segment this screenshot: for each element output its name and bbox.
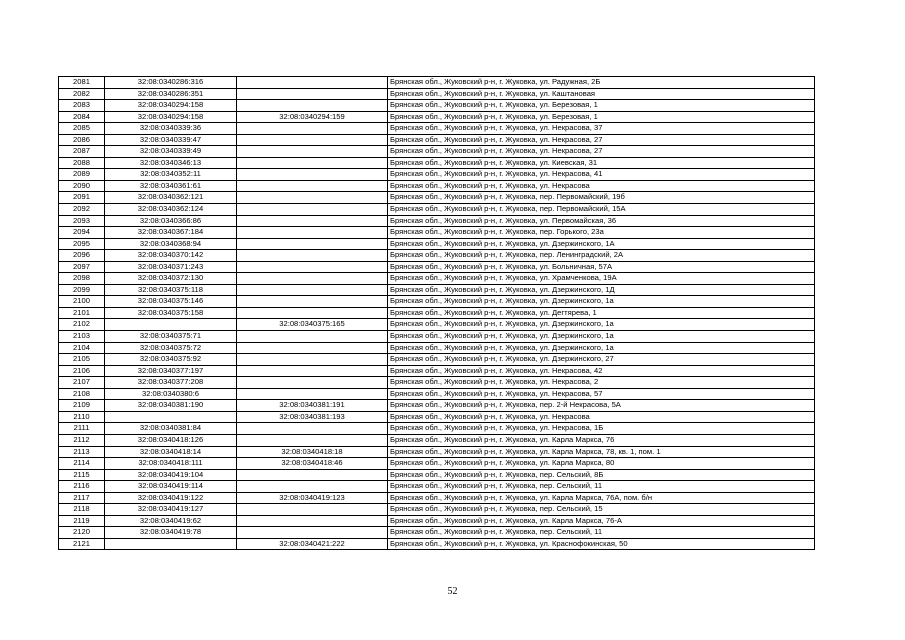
table-row — [59, 261, 815, 273]
row-number-cell: 2107 — [59, 377, 105, 389]
related-cadastral-number-cell — [237, 134, 388, 146]
row-number-cell: 2101 — [59, 307, 105, 319]
row-number-cell: 2098 — [59, 273, 105, 285]
row-number-cell: 2110 — [59, 411, 105, 423]
address-cell: Брянская обл., Жуковский р-н, г. Жуковка, ул. Березовая, 1 — [388, 100, 815, 112]
table-row — [59, 354, 815, 366]
cadastral-number-cell: 32:08:0340366:86 — [105, 215, 237, 227]
table-row — [59, 180, 815, 192]
related-cadastral-number-cell: 32:08:0340418:18 — [237, 446, 388, 458]
cadastral-number-cell: 32:08:0340377:208 — [105, 377, 237, 389]
related-cadastral-number-cell — [237, 296, 388, 308]
cadastral-number-cell: 32:08:0340375:72 — [105, 342, 237, 354]
related-cadastral-number-cell: 32:08:0340418:46 — [237, 458, 388, 470]
related-cadastral-number-cell — [237, 504, 388, 516]
related-cadastral-number-cell — [237, 88, 388, 100]
table-row — [59, 458, 815, 470]
related-cadastral-number-cell: 32:08:0340381:191 — [237, 400, 388, 412]
table-row — [59, 157, 815, 169]
row-number-cell: 2111 — [59, 423, 105, 435]
table-row — [59, 88, 815, 100]
cadastral-number-cell: 32:08:0340419:62 — [105, 515, 237, 527]
address-cell: Брянская обл., Жуковский р-н, г. Жуковка, ул. Радужная, 2Б — [388, 77, 815, 89]
address-cell: Брянская обл., Жуковский р-н, г. Жуковка, ул. Дзержинского, 1а — [388, 296, 815, 308]
table-row — [59, 284, 815, 296]
address-cell: Брянская обл., Жуковский р-н, г. Жуковка, ул. Некрасова, 42 — [388, 365, 815, 377]
table-row — [59, 504, 815, 516]
row-number-cell: 2087 — [59, 146, 105, 158]
table-row — [59, 296, 815, 308]
related-cadastral-number-cell: 32:08:0340419:123 — [237, 492, 388, 504]
related-cadastral-number-cell — [237, 331, 388, 343]
row-number-cell: 2086 — [59, 134, 105, 146]
cadastral-number-cell: 32:08:0340368:94 — [105, 238, 237, 250]
row-number-cell: 2096 — [59, 250, 105, 262]
cadastral-number-cell: 32:08:0340339:47 — [105, 134, 237, 146]
cadastral-number-cell — [105, 411, 237, 423]
address-cell: Брянская обл., Жуковский р-н, г. Жуковка, ул. Больничная, 57А — [388, 261, 815, 273]
related-cadastral-number-cell — [237, 469, 388, 481]
table-row — [59, 331, 815, 343]
cadastral-number-cell: 32:08:0340361:61 — [105, 180, 237, 192]
address-cell: Брянская обл., Жуковский р-н, г. Жуковка, ул. Краснофокинская, 50 — [388, 538, 815, 550]
related-cadastral-number-cell: 32:08:0340421:222 — [237, 538, 388, 550]
address-cell: Брянская обл., Жуковский р-н, г. Жуковка, ул. Некрасова — [388, 411, 815, 423]
cadastral-number-cell: 32:08:0340419:122 — [105, 492, 237, 504]
row-number-cell: 2105 — [59, 354, 105, 366]
table-row — [59, 388, 815, 400]
address-cell: Брянская обл., Жуковский р-н, г. Жуковка, ул. Дегтярева, 1 — [388, 307, 815, 319]
cadastral-number-cell: 32:08:0340362:121 — [105, 192, 237, 204]
address-cell: Брянская обл., Жуковский р-н, г. Жуковка, ул. Некрасова, 1Б — [388, 423, 815, 435]
row-number-cell: 2088 — [59, 157, 105, 169]
table-row — [59, 238, 815, 250]
address-cell: Брянская обл., Жуковский р-н, г. Жуковка, ул. Карла Маркса, 76 — [388, 434, 815, 446]
related-cadastral-number-cell — [237, 354, 388, 366]
related-cadastral-number-cell — [237, 204, 388, 216]
related-cadastral-number-cell — [237, 388, 388, 400]
address-cell: Брянская обл., Жуковский р-н, г. Жуковка, пер. Первомайский, 15А — [388, 204, 815, 216]
row-number-cell: 2091 — [59, 192, 105, 204]
cadastral-number-cell: 32:08:0340381:190 — [105, 400, 237, 412]
related-cadastral-number-cell — [237, 377, 388, 389]
row-number-cell: 2095 — [59, 238, 105, 250]
row-number-cell: 2108 — [59, 388, 105, 400]
row-number-cell: 2109 — [59, 400, 105, 412]
related-cadastral-number-cell — [237, 342, 388, 354]
address-cell: Брянская обл., Жуковский р-н, г. Жуковка, ул. Дзержинского, 1а — [388, 319, 815, 331]
cadastral-number-cell: 32:08:0340375:71 — [105, 331, 237, 343]
related-cadastral-number-cell — [237, 365, 388, 377]
related-cadastral-number-cell — [237, 284, 388, 296]
row-number-cell: 2082 — [59, 88, 105, 100]
row-number-cell: 2097 — [59, 261, 105, 273]
related-cadastral-number-cell — [237, 227, 388, 239]
row-number-cell: 2112 — [59, 434, 105, 446]
related-cadastral-number-cell — [237, 180, 388, 192]
cadastral-number-cell: 32:08:0340380:6 — [105, 388, 237, 400]
row-number-cell: 2117 — [59, 492, 105, 504]
table-row — [59, 273, 815, 285]
cadastral-number-cell: 32:08:0340286:351 — [105, 88, 237, 100]
registry-table — [58, 76, 815, 550]
address-cell: Брянская обл., Жуковский р-н, г. Жуковка, ул. Некрасова, 27 — [388, 134, 815, 146]
address-cell: Брянская обл., Жуковский р-н, г. Жуковка, ул. Карла Маркса, 76-А — [388, 515, 815, 527]
cadastral-number-cell: 32:08:0340375:118 — [105, 284, 237, 296]
address-cell: Брянская обл., Жуковский р-н, г. Жуковка, пер. 2-й Некрасова, 5А — [388, 400, 815, 412]
address-cell: Брянская обл., Жуковский р-н, г. Жуковка, пер. Сельский, 11 — [388, 527, 815, 539]
related-cadastral-number-cell: 32:08:0340294:159 — [237, 111, 388, 123]
cadastral-number-cell: 32:08:0340339:49 — [105, 146, 237, 158]
address-cell: Брянская обл., Жуковский р-н, г. Жуковка, ул. Дзержинского, 1а — [388, 342, 815, 354]
related-cadastral-number-cell — [237, 77, 388, 89]
cadastral-number-cell: 32:08:0340419:127 — [105, 504, 237, 516]
address-cell: Брянская обл., Жуковский р-н, г. Жуковка, ул. Некрасова, 2 — [388, 377, 815, 389]
table-row — [59, 307, 815, 319]
table-row — [59, 469, 815, 481]
row-number-cell: 2081 — [59, 77, 105, 89]
related-cadastral-number-cell — [237, 100, 388, 112]
cadastral-number-cell: 32:08:0340294:158 — [105, 100, 237, 112]
address-cell: Брянская обл., Жуковский р-н, г. Жуковка, ул. Карла Маркса, 76А, пом. б/н — [388, 492, 815, 504]
cadastral-number-cell: 32:08:0340286:316 — [105, 77, 237, 89]
row-number-cell: 2099 — [59, 284, 105, 296]
registry-sheet — [58, 76, 814, 550]
related-cadastral-number-cell: 32:08:0340381:193 — [237, 411, 388, 423]
table-row — [59, 400, 815, 412]
table-row — [59, 319, 815, 331]
table-row — [59, 146, 815, 158]
related-cadastral-number-cell — [237, 215, 388, 227]
table-row — [59, 77, 815, 89]
address-cell: Брянская обл., Жуковский р-н, г. Жуковка, пер. Первомайский, 19б — [388, 192, 815, 204]
row-number-cell: 2114 — [59, 458, 105, 470]
cadastral-number-cell: 32:08:0340419:104 — [105, 469, 237, 481]
address-cell: Брянская обл., Жуковский р-н, г. Жуковка, ул. Дзержинского, 1Д — [388, 284, 815, 296]
cadastral-number-cell: 32:08:0340418:14 — [105, 446, 237, 458]
related-cadastral-number-cell — [237, 261, 388, 273]
cadastral-number-cell: 32:08:0340377:197 — [105, 365, 237, 377]
row-number-cell: 2118 — [59, 504, 105, 516]
related-cadastral-number-cell — [237, 423, 388, 435]
table-row — [59, 515, 815, 527]
related-cadastral-number-cell — [237, 515, 388, 527]
row-number-cell: 2084 — [59, 111, 105, 123]
row-number-cell: 2106 — [59, 365, 105, 377]
table-row — [59, 434, 815, 446]
table-row — [59, 342, 815, 354]
row-number-cell: 2119 — [59, 515, 105, 527]
row-number-cell: 2100 — [59, 296, 105, 308]
address-cell: Брянская обл., Жуковский р-н, г. Жуковка, пер. Горького, 23а — [388, 227, 815, 239]
row-number-cell: 2113 — [59, 446, 105, 458]
table-row — [59, 527, 815, 539]
address-cell: Брянская обл., Жуковский р-н, г. Жуковка, пер. Сельский, 11 — [388, 481, 815, 493]
related-cadastral-number-cell — [237, 169, 388, 181]
row-number-cell: 2104 — [59, 342, 105, 354]
address-cell: Брянская обл., Жуковский р-н, г. Жуковка, ул. Карла Маркса, 78, кв. 1, пом. 1 — [388, 446, 815, 458]
cadastral-number-cell: 32:08:0340375:158 — [105, 307, 237, 319]
row-number-cell: 2089 — [59, 169, 105, 181]
row-number-cell: 2092 — [59, 204, 105, 216]
page-number: 52 — [447, 586, 458, 597]
cadastral-number-cell: 32:08:0340419:78 — [105, 527, 237, 539]
cadastral-number-cell: 32:08:0340346:13 — [105, 157, 237, 169]
related-cadastral-number-cell — [237, 157, 388, 169]
cadastral-number-cell: 32:08:0340362:124 — [105, 204, 237, 216]
related-cadastral-number-cell — [237, 481, 388, 493]
address-cell: Брянская обл., Жуковский р-н, г. Жуковка, ул. Дзержинского, 27 — [388, 354, 815, 366]
table-row — [59, 365, 815, 377]
related-cadastral-number-cell: 32:08:0340375:165 — [237, 319, 388, 331]
table-row — [59, 492, 815, 504]
row-number-cell: 2093 — [59, 215, 105, 227]
related-cadastral-number-cell — [237, 123, 388, 135]
cadastral-number-cell: 32:08:0340371:243 — [105, 261, 237, 273]
cadastral-number-cell: 32:08:0340419:114 — [105, 481, 237, 493]
related-cadastral-number-cell — [237, 273, 388, 285]
table-row — [59, 123, 815, 135]
cadastral-number-cell — [105, 319, 237, 331]
address-cell: Брянская обл., Жуковский р-н, г. Жуковка, ул. Карла Маркса, 80 — [388, 458, 815, 470]
cadastral-number-cell: 32:08:0340375:92 — [105, 354, 237, 366]
related-cadastral-number-cell — [237, 238, 388, 250]
cadastral-number-cell: 32:08:0340294:158 — [105, 111, 237, 123]
cadastral-number-cell: 32:08:0340372:130 — [105, 273, 237, 285]
table-row — [59, 538, 815, 550]
address-cell: Брянская обл., Жуковский р-н, г. Жуковка, ул. Первомайская, 36 — [388, 215, 815, 227]
row-number-cell: 2103 — [59, 331, 105, 343]
table-row — [59, 423, 815, 435]
table-row — [59, 204, 815, 216]
cadastral-number-cell: 32:08:0340352:11 — [105, 169, 237, 181]
address-cell: Брянская обл., Жуковский р-н, г. Жуковка, пер. Ленинградский, 2А — [388, 250, 815, 262]
address-cell: Брянская обл., Жуковский р-н, г. Жуковка, ул. Березовая, 1 — [388, 111, 815, 123]
cadastral-number-cell: 32:08:0340339:36 — [105, 123, 237, 135]
row-number-cell: 2094 — [59, 227, 105, 239]
address-cell: Брянская обл., Жуковский р-н, г. Жуковка, ул. Некрасова, 41 — [388, 169, 815, 181]
address-cell: Брянская обл., Жуковский р-н, г. Жуковка, пер. Сельский, 15 — [388, 504, 815, 516]
row-number-cell: 2090 — [59, 180, 105, 192]
table-row — [59, 377, 815, 389]
table-row — [59, 134, 815, 146]
address-cell: Брянская обл., Жуковский р-н, г. Жуковка, ул. Некрасова — [388, 180, 815, 192]
related-cadastral-number-cell — [237, 250, 388, 262]
row-number-cell: 2121 — [59, 538, 105, 550]
registry-table-body — [59, 77, 815, 550]
table-row — [59, 100, 815, 112]
table-row — [59, 192, 815, 204]
cadastral-number-cell: 32:08:0340370:142 — [105, 250, 237, 262]
row-number-cell: 2102 — [59, 319, 105, 331]
address-cell: Брянская обл., Жуковский р-н, г. Жуковка, ул. Киевская, 31 — [388, 157, 815, 169]
address-cell: Брянская обл., Жуковский р-н, г. Жуковка, ул. Некрасова, 57 — [388, 388, 815, 400]
cadastral-number-cell: 32:08:0340367:184 — [105, 227, 237, 239]
cadastral-number-cell: 32:08:0340381:84 — [105, 423, 237, 435]
table-row — [59, 250, 815, 262]
table-row — [59, 227, 815, 239]
row-number-cell: 2115 — [59, 469, 105, 481]
address-cell: Брянская обл., Жуковский р-н, г. Жуковка, ул. Каштановая — [388, 88, 815, 100]
cadastral-number-cell — [105, 538, 237, 550]
table-row — [59, 215, 815, 227]
table-row — [59, 481, 815, 493]
related-cadastral-number-cell — [237, 146, 388, 158]
related-cadastral-number-cell — [237, 192, 388, 204]
row-number-cell: 2120 — [59, 527, 105, 539]
address-cell: Брянская обл., Жуковский р-н, г. Жуковка, пер. Сельский, 8Б — [388, 469, 815, 481]
cadastral-number-cell: 32:08:0340418:126 — [105, 434, 237, 446]
address-cell: Брянская обл., Жуковский р-н, г. Жуковка, ул. Некрасова, 27 — [388, 146, 815, 158]
row-number-cell: 2116 — [59, 481, 105, 493]
table-row — [59, 446, 815, 458]
related-cadastral-number-cell — [237, 527, 388, 539]
row-number-cell: 2083 — [59, 100, 105, 112]
table-row — [59, 411, 815, 423]
related-cadastral-number-cell — [237, 434, 388, 446]
address-cell: Брянская обл., Жуковский р-н, г. Жуковка, ул. Дзержинского, 1А — [388, 238, 815, 250]
address-cell: Брянская обл., Жуковский р-н, г. Жуковка, ул. Дзержинского, 1а — [388, 331, 815, 343]
address-cell: Брянская обл., Жуковский р-н, г. Жуковка, ул. Некрасова, 37 — [388, 123, 815, 135]
row-number-cell: 2085 — [59, 123, 105, 135]
cadastral-number-cell: 32:08:0340375:146 — [105, 296, 237, 308]
table-row — [59, 111, 815, 123]
address-cell: Брянская обл., Жуковский р-н, г. Жуковка, ул. Храмченкова, 19А — [388, 273, 815, 285]
table-row — [59, 169, 815, 181]
cadastral-number-cell: 32:08:0340418:111 — [105, 458, 237, 470]
related-cadastral-number-cell — [237, 307, 388, 319]
